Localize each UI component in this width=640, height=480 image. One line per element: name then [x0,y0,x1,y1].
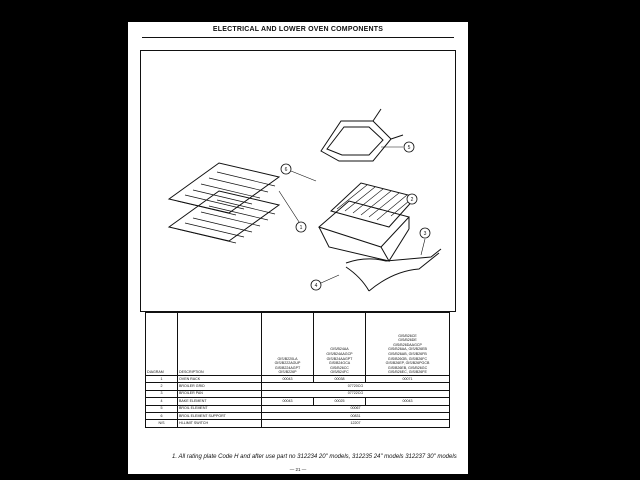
exploded-diagram [140,50,456,312]
table-row: 3 BROILER PAN 07722CG [146,390,450,397]
broil-element-illustration [321,109,403,161]
callout-3: 3 [423,231,427,237]
table-row: 2 BROILER GRID 07720CG [146,383,450,390]
table-row: 5 BROIL ELEMENT 00067 [146,405,450,412]
parts-page [128,22,477,474]
header-description: DESCRIPTION [178,313,262,376]
title-underline [142,37,454,38]
bake-element-illustration [346,249,441,291]
callout-2: 2 [410,197,414,203]
handwritten-footnote: 1. All rating plate Code H and after use part no 312234 20" models, 312235 24" models 312237 30" models [172,454,457,460]
table-row: 1 OVEN RACK 00043 00038 00071 [146,376,450,383]
header-model-group-2: GIS/B24AA GIS/B24AAGCP GIS/B24AAGPT GIS/B24GCA GIS/B26CC GIS/B24FC [314,313,366,376]
page-number: — 21 — [289,467,307,472]
oven-rack-illustration [169,163,279,243]
callout-5: 5 [407,145,411,151]
margin-mark: ) [473,82,477,93]
header-model-group-3: GIS/B26CE GIS/B26DE GIS/B26DAAGCP GIS/B26AA, GIS/B26EB GIS/B26AB, GIS/B26FB GIS/B26GB, GIS/B26FC GIS/B26EP, GIS/B26PGCB GIS/B26EB, GIS/B26GC GIS/B26EC, GIS/B26FE [366,313,450,376]
header-diagram-no: DIAGRAM [146,313,178,376]
diagram-illustration [141,51,457,313]
callout-6: 6 [284,167,288,173]
table-header-row [146,313,450,376]
table-row: 6 BROIL ELEMENT SUPPORT 00831 [146,412,450,419]
table-row: N/S HI-LIMIT SWITCH 12207 [146,420,450,427]
callout-1: 1 [299,225,303,231]
page-title: ELECTRICAL AND LOWER OVEN COMPONENTS [212,26,384,33]
parts-table [145,312,450,428]
header-model-group-1: GIS/B220LA GIS/B222AGUP GIS/B224AGPT GIS/B226P [262,313,314,376]
callout-4: 4 [314,283,318,289]
table-row: 4 BAKE ELEMENT 00043 00025 00043 [146,398,450,405]
